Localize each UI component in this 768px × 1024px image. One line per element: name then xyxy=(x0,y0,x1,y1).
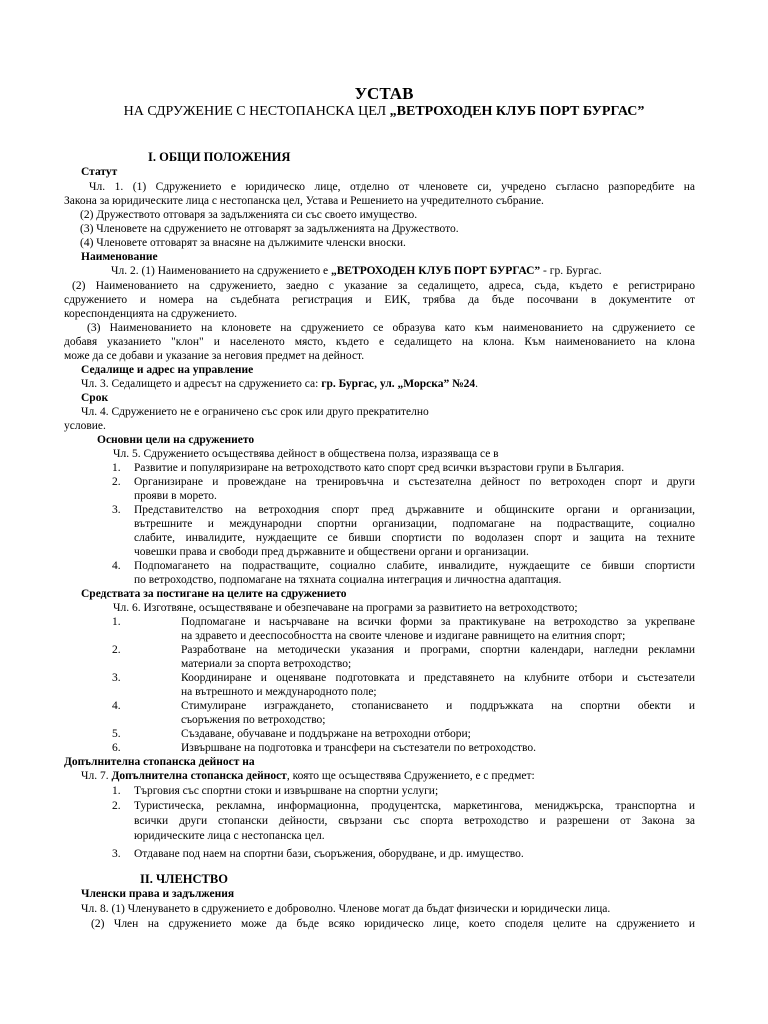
means-item-1-line2: на здравето и дееспособността на своите членове и издигане равнището на елитния спорт; xyxy=(181,630,626,642)
activity-item-2-line2: всички други стопански дейности, свързани със спорта ветроходство и разрешени от Закона за xyxy=(134,815,695,827)
section-heading-membership: II. ЧЛЕНСТВО xyxy=(140,872,228,886)
article-2-para3-line2: добавя указанието "клон" и населеното място, където е седалището на клона. Към наименованието на клона xyxy=(64,336,695,348)
article-2-para1 xyxy=(111,264,602,278)
goal-item-2-line2: прояви в морето. xyxy=(134,490,217,502)
goal-item-3-line2: вътрешните и международни спортни организации, подпомагане на подрастващите, социално xyxy=(134,518,695,530)
means-item-4-number: 4. xyxy=(112,700,121,712)
section-heading-general: I. ОБЩИ ПОЛОЖЕНИЯ xyxy=(148,150,291,164)
article-1-para3: (3) Членовете на сдружението не отговарят за задълженията на Дружеството. xyxy=(80,223,459,235)
goal-item-3-line4: човешки права и свободи пред държавните и обществени органи и организации. xyxy=(134,546,529,558)
subheading-statut: Статут xyxy=(81,166,118,178)
article-2-para3-line3: може да се добави и указание за неговия предмет на дейност. xyxy=(64,350,365,362)
goal-item-1-line1: Развитие и популяризиране на ветроходството като спорт сред всички възрастови групи в България. xyxy=(134,462,625,474)
activity-item-1-number: 1. xyxy=(112,785,121,797)
activity-item-1-line1: Търговия със спортни стоки и извършване на спортни услуги; xyxy=(134,785,439,797)
subtitle-prefix: НА СДРУЖЕНИЕ С НЕСТОПАНСКА ЦЕЛ xyxy=(123,104,390,119)
article-3-address: гр. Бургас, ул. „Морска” №24 xyxy=(321,378,476,390)
goal-item-3-line1: Представителство на ветроходния спорт пред държавните и общинските органи и организации, xyxy=(134,504,695,516)
article-1-para2: (2) Дружеството отговаря за задълженията си със своето имущество. xyxy=(80,209,418,221)
means-item-2-line1: Разработване на методически указания и програми, спортни календари, нагледни рекламни xyxy=(181,644,695,656)
article-3 xyxy=(81,377,478,391)
subheading-name: Наименование xyxy=(81,251,158,263)
article-5: Чл. 5. Сдружението осъществява дейност в обществена полза, изразяваща се в xyxy=(113,448,499,460)
article-8-para1: Чл. 8. (1) Членуването в сдружението е доброволно. Членове могат да бъдат физически и юридически лица. xyxy=(81,903,611,915)
subheading-additional-activity: Допълнителна стопанска дейност на xyxy=(64,756,255,768)
goal-item-4-line2: по ветроходство, подпомагане на тяхната социална интеграция и личностна адаптация. xyxy=(134,574,562,586)
subheading-member-rights: Членски права и задължения xyxy=(81,888,235,900)
article-1-line1: Чл. 1. (1) Сдружението е юридическо лице, отделно от членовете си, учредено съгласно разпоредбите на xyxy=(89,181,695,193)
means-item-6-number: 6. xyxy=(112,742,121,754)
activity-item-2-number: 2. xyxy=(112,800,121,812)
article-3-suffix: . xyxy=(475,378,479,390)
article-7-prefix: Чл. 7. xyxy=(81,770,112,782)
goal-item-3-line3: слабите, инвалидите, нуждаещите се бивши спортисти по водолазен спорт и защита на техните xyxy=(134,532,695,544)
article-2-para3-line1: (3) Наименованието на клоновете на сдружението се образува като към наименованието на сдружението се xyxy=(87,322,695,334)
goal-item-2-number: 2. xyxy=(112,476,121,488)
activity-item-2-line1: Туристическа, рекламна, информационна, продуцентска, маркетингова, мениджърска, транспортна и xyxy=(134,800,695,812)
article-2-prefix: Чл. 2. (1) Наименованието на сдружението е xyxy=(111,265,331,277)
goal-item-1-number: 1. xyxy=(112,462,121,474)
means-item-3-line2: на вътрешното и международното поле; xyxy=(181,686,377,698)
means-item-4-line1: Стимулиране изграждането, стопанисването и поддръжката на спортни обекти и xyxy=(181,700,695,712)
document-title: УСТАВ xyxy=(354,84,414,103)
article-1-para4: (4) Членовете отговарят за внасяне на дължимите членски вноски. xyxy=(80,237,406,249)
means-item-3-number: 3. xyxy=(112,672,121,684)
document-subtitle xyxy=(0,104,768,120)
means-item-3-line1: Координиране и оценяване подготовката и представянето на клубните отбори и състезатели xyxy=(181,672,695,684)
means-item-1-line1: Подпомагане и насърчаване на всички форми за практикуване на ветроходство за укрепване xyxy=(181,616,695,628)
article-7-suffix: , която ще осъществява Сдружението, е с предмет: xyxy=(286,770,535,782)
article-7-bold: Допълнителна стопанска дейност xyxy=(111,770,287,782)
activity-item-3-line1: Отдаване под наем на спортни бази, съоръжения, оборудване, и др. имущество. xyxy=(134,848,524,860)
goal-item-4-line1: Подпомагането на подрастващите, социално слабите, инвалидите, нуждаещите се бивши спортисти xyxy=(134,560,695,572)
means-item-4-line2: съоръжения по ветроходство; xyxy=(181,714,326,726)
article-2-para2-line2: сдружението и номера на съдебната регистрация и ЕИК, трябва да бъде посочвани в документите от xyxy=(64,294,695,306)
subheading-goals: Основни цели на сдружението xyxy=(97,434,255,446)
article-1-line2: Закона за юридическите лица с нестопанска цел, Устава и Решението на учредителното събрание. xyxy=(64,195,544,207)
article-2-suffix: - гр. Бургас. xyxy=(540,265,602,277)
article-3-prefix: Чл. 3. Седалището и адресът на сдружението са: xyxy=(81,378,322,390)
activity-item-3-number: 3. xyxy=(112,848,121,860)
article-2-para2-line1: (2) Наименованието на сдружението, заедно с указание за седалището, адреса, съда, където е регистрирано xyxy=(72,280,695,292)
subheading-seat: Седалище и адрес на управление xyxy=(81,364,254,376)
subheading-means: Средствата за постигане на целите на сдружението xyxy=(81,588,347,600)
means-item-5-number: 5. xyxy=(112,728,121,740)
means-item-5-line1: Създаване, обучаване и поддържане на ветроходни отбори; xyxy=(181,728,471,740)
club-name: „ВЕТРОХОДЕН КЛУБ ПОРТ БУРГАС” xyxy=(389,104,645,119)
means-item-6-line1: Извършване на подготовка и трансфери на състезатели по ветроходство. xyxy=(181,742,536,754)
means-item-1-number: 1. xyxy=(112,616,121,628)
activity-item-2-line3: юридическите лица с нестопанска цел. xyxy=(134,830,325,842)
article-2-club-name: „ВЕТРОХОДЕН КЛУБ ПОРТ БУРГАС” xyxy=(330,265,541,277)
article-4-line1: Чл. 4. Сдружението не е ограничено със срок или друго прекратително xyxy=(81,406,429,418)
article-7 xyxy=(81,769,535,783)
article-4-line2: условие. xyxy=(64,420,106,432)
article-2-para2-line3: кореспонденцията на сдружението. xyxy=(64,308,238,320)
goal-item-3-number: 3. xyxy=(112,504,121,516)
article-6: Чл. 6. Изготвяне, осъществяване и обезпечаване на програми за развитието на ветроходството; xyxy=(113,602,578,614)
goal-item-4-number: 4. xyxy=(112,560,121,572)
means-item-2-line2: материали за спорта ветроходство; xyxy=(181,658,352,670)
means-item-2-number: 2. xyxy=(112,644,121,656)
article-8-para2: (2) Член на сдружението може да бъде всяко юридическо лице, което споделя целите на сдружението и xyxy=(91,918,695,930)
subheading-term: Срок xyxy=(81,392,109,404)
goal-item-2-line1: Организиране и провеждане на тренировъчна и състезателна дейност по ветроходен спорт и други xyxy=(134,476,695,488)
